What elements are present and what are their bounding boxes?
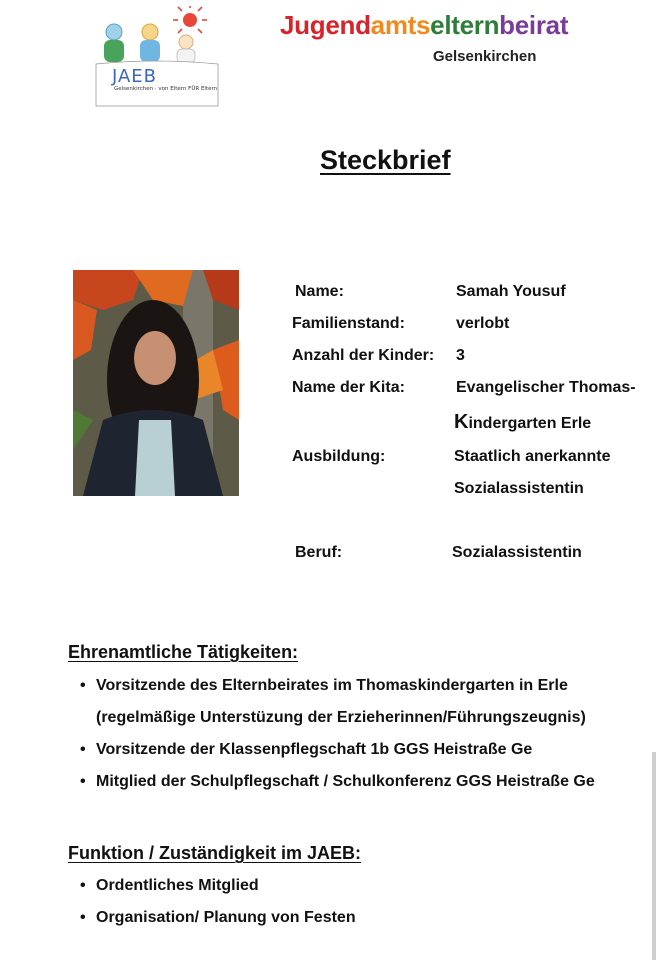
page-title: Steckbrief: [320, 145, 451, 175]
field-value-kinder: 3: [456, 347, 465, 364]
list-item-text: Vorsitzende der Klassenpflegschaft 1b GGS Heistraße Ge: [96, 741, 533, 758]
kita-initial: K: [454, 411, 469, 433]
field-label-name: Name:: [295, 283, 344, 300]
scrollbar[interactable]: [652, 752, 656, 960]
field-label-kinder: Anzahl der Kinder:: [292, 347, 435, 364]
section-title-ehrenamt: Ehrenamtliche Tätigkeiten:: [68, 642, 299, 662]
list-item: [80, 909, 356, 927]
list-item-continuation: (regelmäßige Unterstüzung der Erzieherinnen/Führungszeugnis): [96, 709, 586, 726]
field-label-ausbildung: Ausbildung:: [292, 448, 386, 465]
field-value-ausbildung-line2: Sozialassistentin: [454, 480, 584, 497]
field-value-beruf: Sozialassistentin: [452, 544, 582, 561]
bullet-icon: •: [80, 741, 86, 758]
brand-wordmark: [280, 10, 568, 41]
bullet-icon: •: [80, 677, 86, 694]
children-drawing-icon: [86, 6, 228, 110]
list-item-text: Mitglied der Schulpflegschaft / Schulkonferenz GGS Heistraße Ge: [96, 773, 595, 790]
list-item-text: Vorsitzende des Elternbeirates im Thomaskindergarten in Erle: [96, 677, 568, 694]
kita-line2-text: indergarten Erle: [468, 415, 592, 432]
section-title-funktion: Funktion / Zuständigkeit im JAEB:: [68, 843, 362, 863]
brand-part-3: eltern: [430, 10, 500, 40]
brand-part-2: amts: [370, 10, 431, 40]
brand-city: Gelsenkirchen: [433, 48, 537, 65]
field-value-kita-line2: [454, 411, 591, 434]
brand-part-1: Jugend: [280, 10, 371, 40]
bullet-icon: •: [80, 909, 86, 926]
list-item-text: Ordentliches Mitglied: [96, 877, 259, 894]
list-item: [80, 741, 532, 759]
bullet-icon: •: [80, 773, 86, 790]
field-value-familienstand: verlobt: [456, 315, 510, 332]
logo-subtitle: Gelsenkirchen · von Eltern FÜR Eltern: [114, 86, 218, 92]
brand-part-4: beirat: [499, 10, 569, 40]
bullet-icon: •: [80, 877, 86, 894]
profile-photo: [73, 270, 239, 496]
field-value-ausbildung-line1: Staatlich anerkannte: [454, 448, 611, 465]
field-label-kita: Name der Kita:: [292, 379, 405, 396]
field-label-beruf: Beruf:: [295, 544, 343, 561]
list-item: [80, 773, 595, 791]
list-item: [80, 877, 259, 895]
field-value-kita-line1: Evangelischer Thomas-: [456, 379, 636, 396]
logo-text: JAEB: [112, 66, 158, 87]
person-photo-icon: [73, 270, 239, 496]
field-value-name: Samah Yousuf: [456, 283, 566, 300]
jaeb-logo: [86, 6, 228, 110]
list-item: [80, 677, 568, 695]
field-label-familienstand: Familienstand:: [292, 315, 405, 332]
list-item-text: Organisation/ Planung von Festen: [96, 909, 356, 926]
